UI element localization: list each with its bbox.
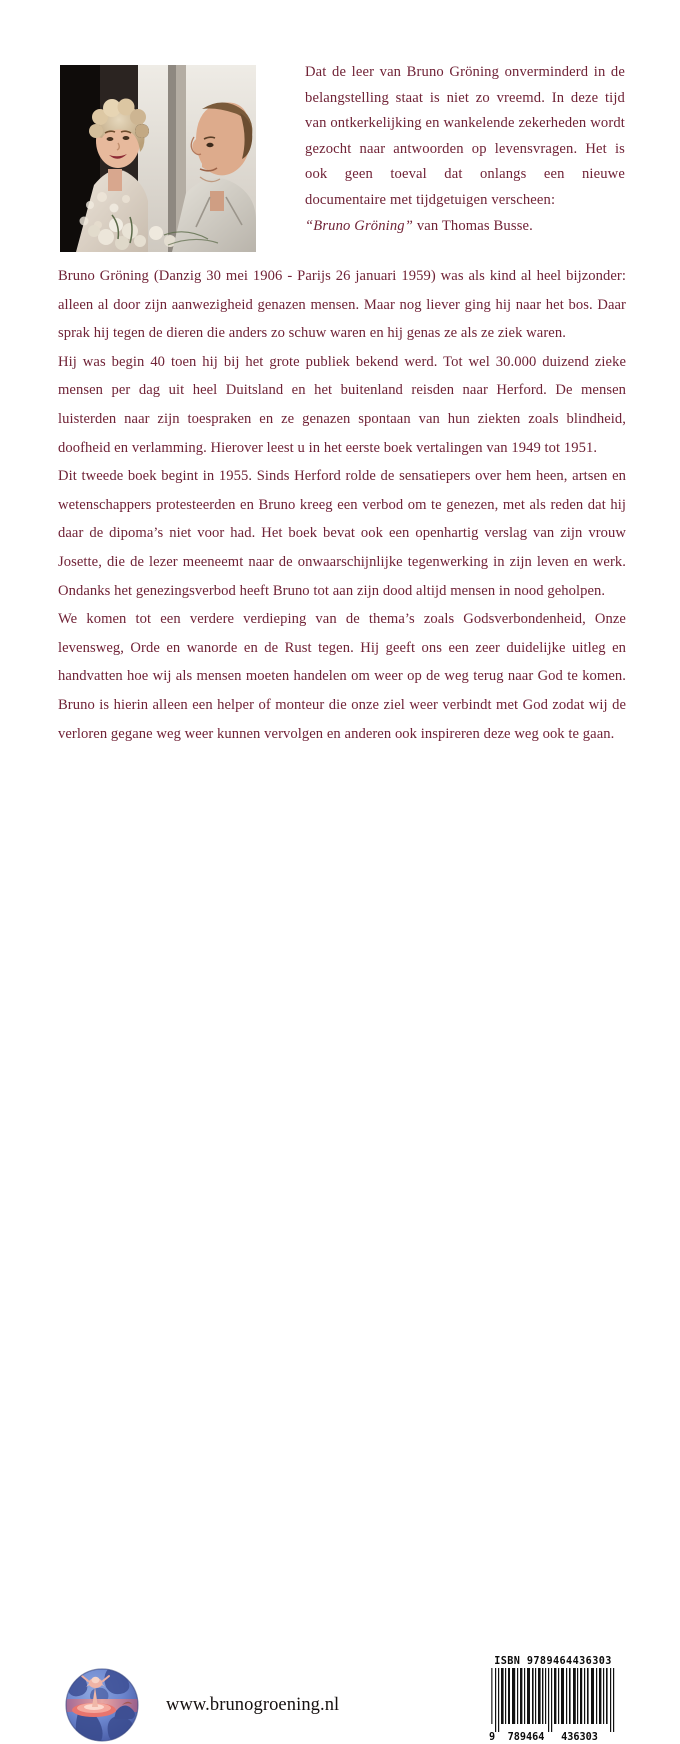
intro-text-before-title: Dat de leer van Bruno Gröning onverminderd in de belangstelling staat is niet zo vreemd. In deze tijd van ontkerkelijking en wankelende zekerheden wordt gezocht naar antwoorden op levensvragen. Het is ook geen toeval dat onlangs een nieuwe documentaire met tijdgetuigen verscheen: [305,64,625,208]
barcode-digits [489,1732,617,1744]
blurb-paragraph: We komen tot een verdere verdieping van de thema’s zoals Godsverbondenheid, Onze levensweg, Orde en wanorde en de Rust tegen. Hij geeft ons een zeer duidelijke uitleg en handvatten hoe wij als mensen moeten handelen om weer op de weg terug naar God te komen. Bruno is hierin alleen een helper of monteur die onze ziel weer verbindt met God zodat wij de verloren gegane weg weer kunnen vervolgen en anderen ook inspireren deze weg ook te gaan. [58,611,626,742]
blurb-paragraph: Hij was begin 40 toen hij bij het grote publiek bekend werd. Tot wel 30.000 duizend zieke mensen per dag uit heel Duitsland en het buitenland reisden naar Herford. De mensen luisterden naar zijn toespraken en ze genazen spontaan van hun ziekten zoals blindheid, doofheid en verlamming. Hierover leest u in het eerste boek vertalingen van 1949 tot 1951. [58,353,626,456]
barcode-digit-group-2: 436303 [561,1732,598,1743]
isbn-label: ISBN 9789464436303 [494,1656,612,1667]
back-cover-blurb [58,262,626,748]
barcode-block [489,1656,617,1744]
author-photo [60,65,256,252]
intro-paragraph [305,60,625,239]
blurb-paragraph: Bruno Gröning (Danzig 30 mei 1906 - Parijs 26 januari 1959) was als kind al heel bijzonder: alleen al door zijn aanwezigheid genazen mensen. Maar nog liever ging hij naar het bos. Daar sprak hij tegen de dieren die anders zo schuw waren en hij genas ze als ze ziek waren. [58,268,626,342]
website-url[interactable]: www.brunogroening.nl [166,1695,340,1715]
intro-text-after-title: van Thomas Busse. [413,217,533,234]
globe-logo [64,1667,140,1743]
documentary-title: “Bruno Gröning” [305,217,414,234]
barcode-digit-group-1: 789464 [507,1732,545,1743]
cover-footer [0,826,680,1743]
cover-top-block [0,0,680,258]
blurb-paragraph: Dit tweede boek begint in 1955. Sinds Herford rolde de sensatiepers over hem heen, artsen en wetenschappers protesteerden en Bruno kreeg een verbod om te genezen, met als reden dat hij daar de dipoma’s niet voor had. Het boek bevat ook een openhartig verslag van zijn vrouw Josette, die de lezer meeneemt naar de onwaarschijnlijke tegenwerking in zijn leven en werk. Ondanks het genezingsverbod heeft Bruno tot aan zijn dood altijd mensen in nood geholpen. [58,468,626,599]
ean13-barcode [489,1668,617,1732]
barcode-digit-left: 9 [489,1732,496,1743]
